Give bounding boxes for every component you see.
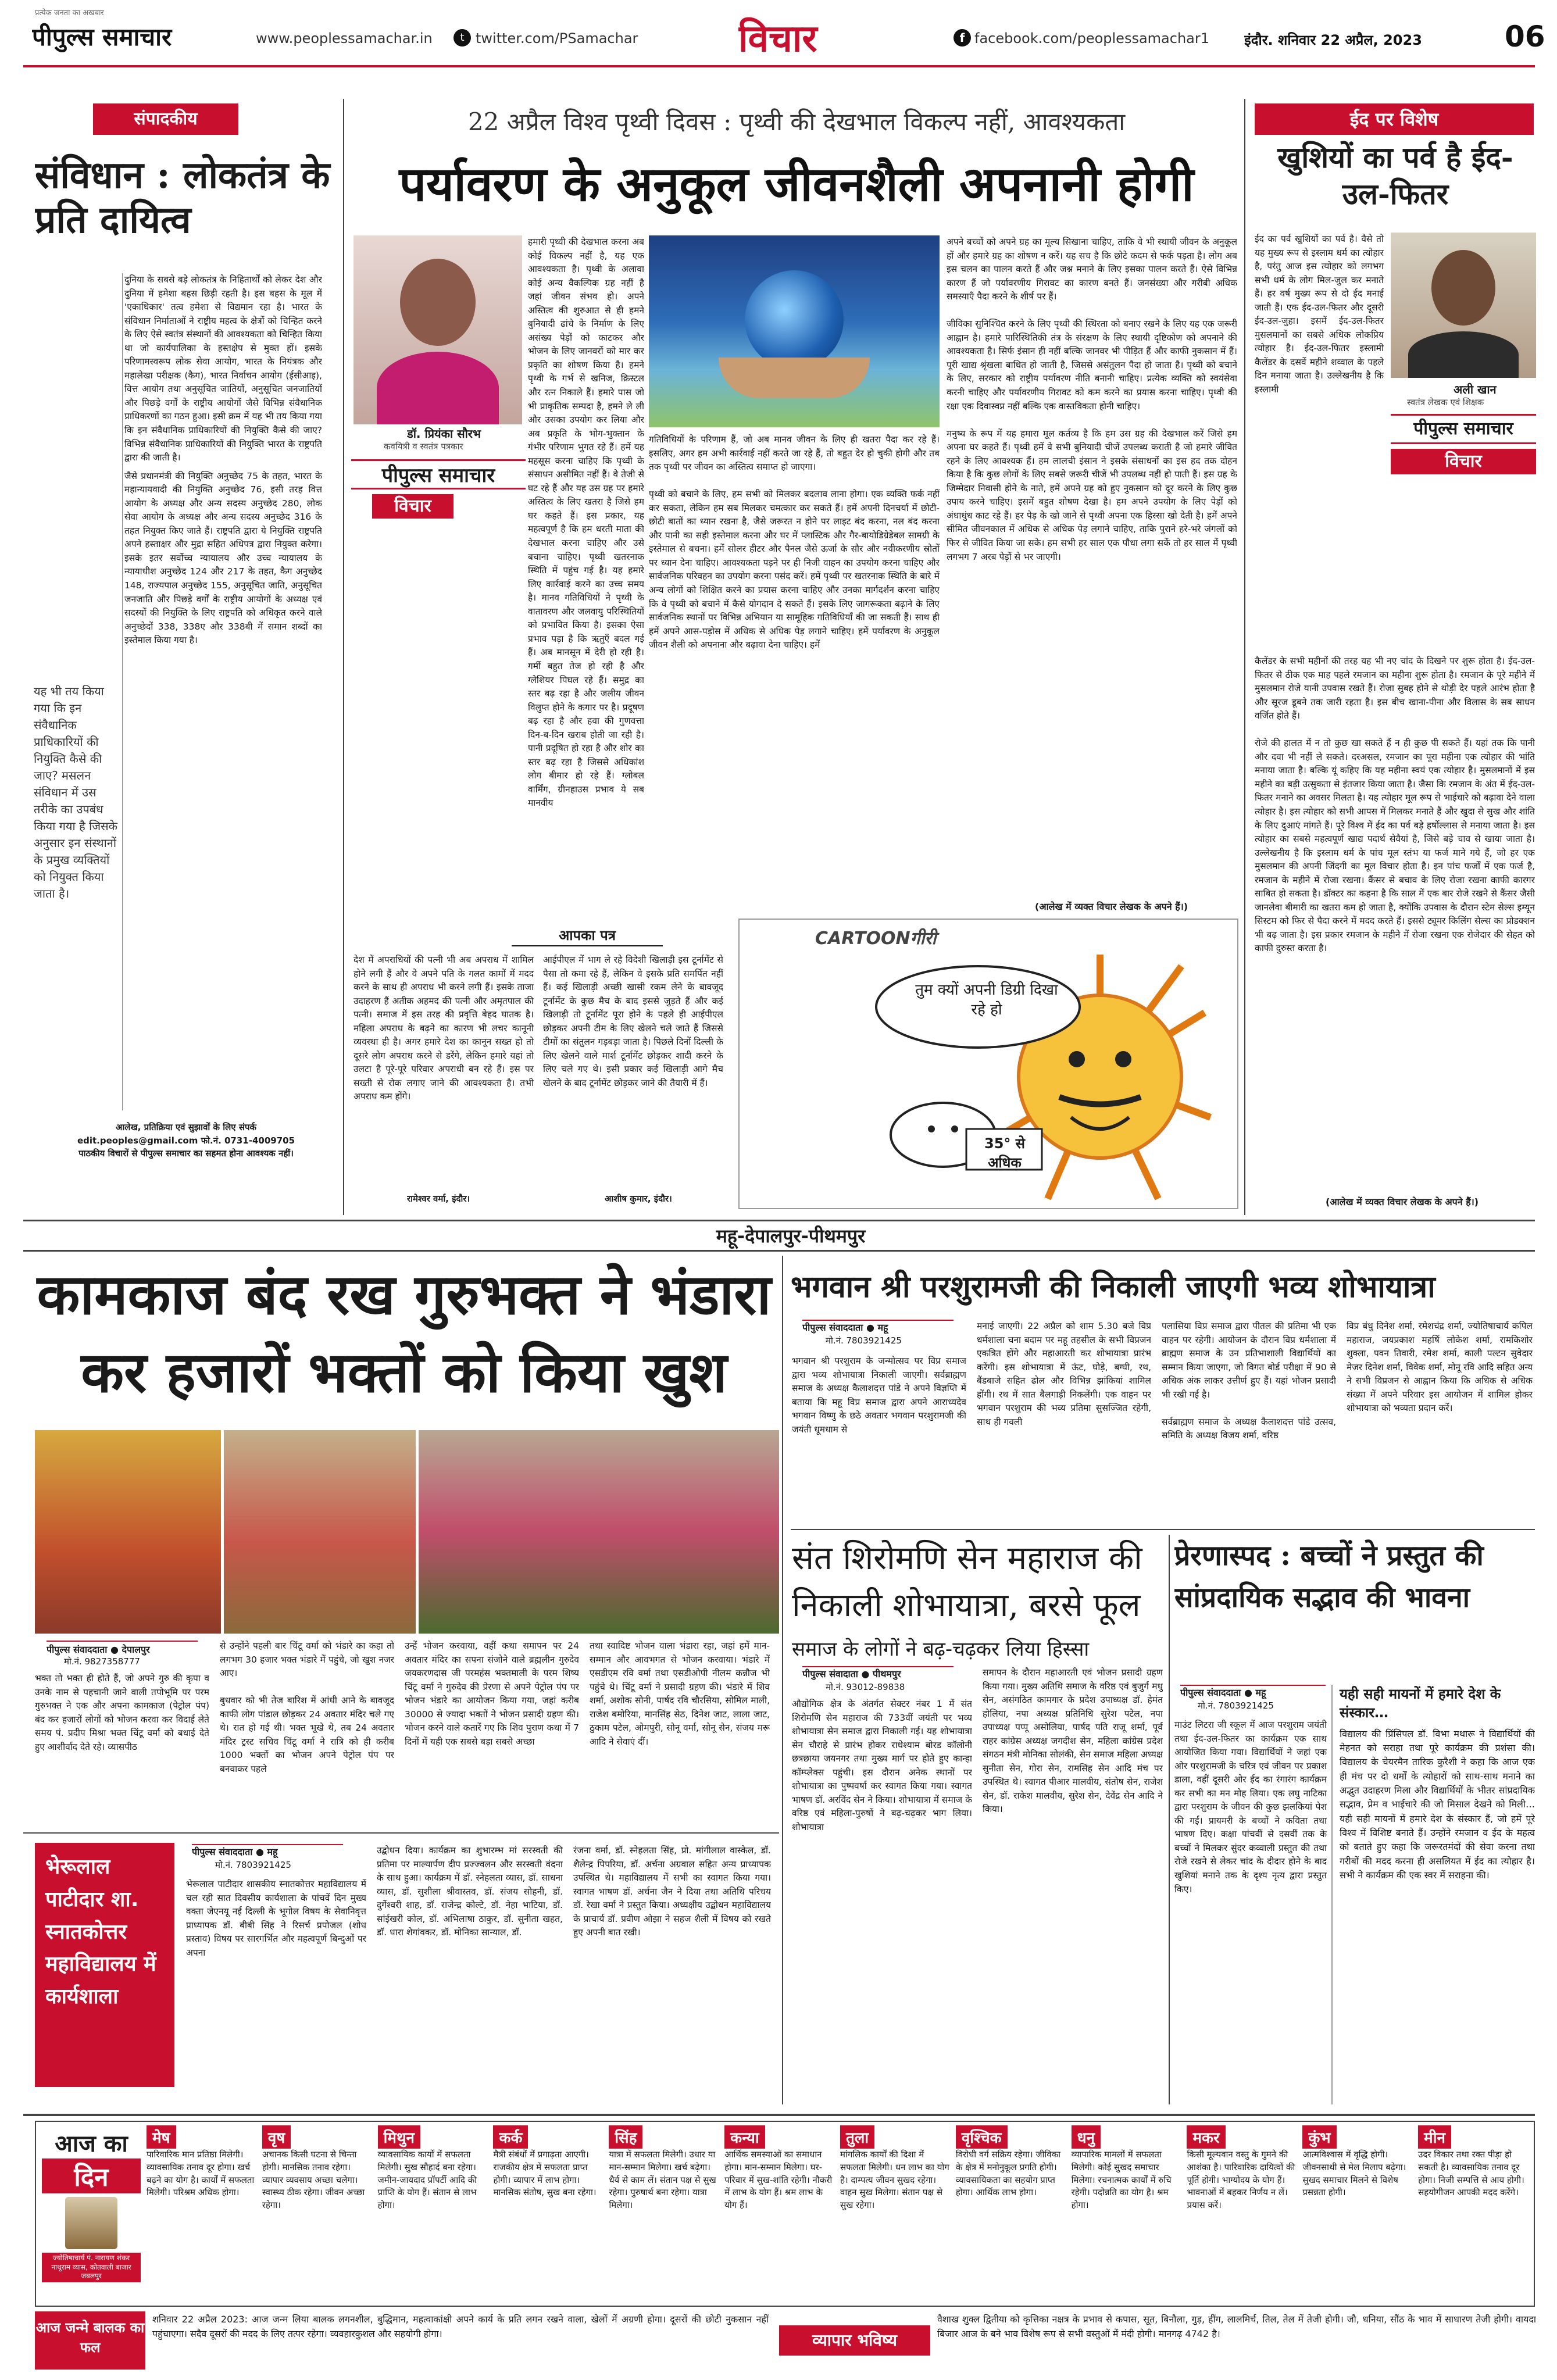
footer-birth-label: आज जन्मे बालक का फल [35,2311,145,2370]
zodiac-sagittarius [1072,2125,1184,2303]
zodiac-capricorn-text: किसी मूल्यवान वस्तु के गुमने की आशंका है। पारिवारिक दायित्वों की पूर्ति होगी। भाग्योदय के योग हैं। भावनाओं में बहकर निर्णय न लें। प्रयास करें। [1187,2149,1295,2210]
zodiac-virgo-name: कन्या [724,2125,765,2149]
zodiac-libra-name: तुला [840,2125,874,2149]
lead-headline: पर्यावरण के अनुकूल जीवनशैली अपनानी होगी [399,156,1194,212]
bhernal-col-2: उद्बोधन दिया। कार्यक्रम का शुभारम्भ मां सरस्वती की प्रतिमा पर माल्यार्पण दीप प्रज्ज्वलन और सरस्वती वंदना के साथ हुआ। कार्यक्रम में डॉ. स्नेहलता व्यास, डॉ. साधना व्यास, डॉ. सुशीला श्रीवास्तव, डॉ. संजय सोहनी, डॉ. दुर्गेश्वरी शाह, डॉ. राजेन्द्र कोल्टे, डॉ. नेहा भाटिया, डॉ. सांईखरी कोल, डॉ. अभिलाषा ठाकुर, डॉ. सुनीता खहत, डॉ. धारा शेगांवकर, डॉ. मोनिका सान्याल, डॉ. [377,1845,563,1938]
page-number: 06 [1505,20,1545,53]
bhandara-photo-3 [419,1430,779,1634]
zodiac-aries-name: मेष [147,2125,176,2149]
author-photo-ali-khan [1391,233,1536,378]
editorial-footer-email[interactable]: edit.peoples@gmail.com फो.नं. 0731-4009705 [77,1135,295,1146]
cartoon-temperature: 35° से अधिक [984,1135,1025,1171]
prerana-sidebox-title: यही सही मायनों में हमारे देश के संस्कार… [1340,1686,1501,1721]
parshuram-headline: भगवान श्री परशुरामजी की निकाली जाएगी भव्य शोभायात्रा [791,1269,1435,1305]
bhandara-col-1: भक्त तो भक्त ही होते हैं, जो अपने गुरु की कृपा व उनके नाम से पहचानी जाने वाली तपोभूमि पर परम गुरुभक्त ने एक और अपना कामकाज (पेट्रोल पंप) बंद कर हजारों लोगों को भोजन करवा कर विदाई लेते समय पं. प्रदीप मिश्रा भक्त चिंटू वर्मा को बधाई देते हुए आशीर्वाद देते रहे। व्यासपीठ [35,1673,209,1752]
zodiac-leo [609,2125,721,2303]
zodiac-scorpio-name: वृश्चिक [956,2125,1008,2149]
lead-col-2: गतिविधियों के परिणाम हैं, जो अब मानव जीवन के लिए ही खतरा पैदा कर रहे हैं। इसलिए, अगर हम अभी कार्रवाई नहीं करते जा रहे हैं, तो बहुत देर हो चुकी होगी और तब तक पृथ्वी पर जीवन का अस्तित्व समाप्त हो जाएगा। पृथ्वी को बचाने के लिए, हम सभी को मिलकर बदलाव लाना होगा। एक व्यक्ति फर्क नहीं कर सकता, लेकिन हम सब मिलकर चमत्कार कर सकते हैं। हमें अपनी दिनचर्या में छोटी-छोटी बातों का ध्यान रखना है, जैसे जरूरत न होने पर लाइट बंद करना, नल बंद करना और पानी का सही इस्तेमाल करना और घर में प्लास्टिक और गैर-बायोडिग्रेडेबल सामग्री के इस्तेमाल से बचना। हमें सोलर हीटर और पैनल जैसे ऊर्जा के सौर और नवीकरणीय स्रोतों पर ध्यान देना चाहिए। आवश्यकता पड़ने पर ही निजी वाहन का उपयोग करना चाहिए और सार्वजनिक परिवहन का उपयोग करना पसंद करें। हमें पृथ्वी पर खतरनाक स्थिति के बारे में अन्य लोगों को शिक्षित करने का प्रयास करना चाहिए और उनका मार्गदर्शन करना चाहिए कि वे पृथ्वी को बचाने में कैसे योगदान दे सकते हैं। इसके लिए जागरूकता बढ़ाने के लिए सार्वजनिक स्थानों पर विभिन्न अभियान या सामूहिक गतिविधियाँ की जा सकती हैं। साथ ही हमें अपने आस-पड़ोस में अधिक से अधिक पेड़ लगाने चाहिए। हमें पर्यावरण के अनुकूल जीवन शैली को अपनाना और बढ़ावा देना चाहिए। हमें [649,434,940,651]
lead-col-1: हमारी पृथ्वी की देखभाल करना अब कोई विकल्प नहीं है, यह एक आवश्यकता है। पृथ्वी के अलावा कोई अन्य वैकल्पिक ग्रह नहीं है जहां जीवन संभव हो। अपने अस्तित्व की शुरुआत से ही हमने बुनियादी ढांचे के निर्माण के लिए असंख्य पेड़ों को काटकर और भोजन के लिए जानवरों को मार कर प्रकृति का शोषण किया है। हमने पृथ्वी के गर्भ से खनिज, क्रिस्टल और रत्न निकाले हैं। हमारे पास जो भी प्राकृतिक सम्पदा है, हमने ले ली और उसका उपयोग कर लिया और अब प्रकृति के भोग-भुक्तान के गंभीर परिणाम भुगत रहे हैं। हमें यह महसूस करना चाहिए कि पृथ्वी के संसाधन असीमित नहीं हैं। वे तेजी से घट रहे हैं और यह उस ग्रह पर हमारे अस्तित्व के लिए खतरा है जिसे हम घर कहते हैं। इस प्रकार, यह महत्वपूर्ण है कि हम धरती माता की देखभाल करना चाहिए और उसे बचाना चाहिए। पृथ्वी खतरनाक स्थिति में पहुंच गई है। यह हमारे लिए कार्रवाई करने का उच्च समय है। मानव गतिविधियों ने पृथ्वी के वातावरण और जलवायु परिस्थितियों को प्रभावित किया है। इसका ऐसा प्रभाव पड़ा है कि ऋतुएँ बदल गई हैं। अब मानसून में देरी हो रही है। गर्मी बहुत तेज हो रही है और ग्लेशियर पिघल रहे हैं। समुद्र का स्तर बढ़ रहा है और जलीय जीवन विलुप्त होने के कगार पर है। प्रदूषण बढ़ रहा है और हवा की गुणवत्ता दिन-ब-दिन खराब होती जा रही है। पानी प्रदूषित हो रहा है और शोर का स्तर बढ़ रहा है जिससे अधिकांश लोग बीमार हो रहे हैं। ग्लोबल वार्मिंग, ग्रीनहाउस प्रभाव ये सब मानवीय [528,237,644,809]
prerana-sidebox-body: विद्यालय की प्रिंसिपल डॉ. विभा मथारू ने विद्यार्थियों की मेहनत को सराहा तथा पूरे कार्यक्रम की प्रशंसा की। विद्यालय के चेयरमैन तारिक कुरैशी ने कहा कि आज एक ही मंच पर दो धर्मों के त्योहारों को साथ-साथ मनाने का अद्भुत उदाहरण मिला और विद्यार्थियों के भीतर सांप्रदायिक सद्भाव, प्रेम व भाईचारे की जो मिसाल देखने को मिली… यही सही मायनों में हमारे देश के संस्कार हैं, जो हमें पूरे विश्व में विशिष्ट बनाते हैं। उन्होंने रमजान व ईद के महत्व को बताते हुए कहा कि जरूरतमंदों की सेवा करना तथा गरीबों की मदद करना ही असलियत में ईद का त्योहार है। सभी ने कार्यक्रम की एक स्वर में सराहना की। [1340,1728,1535,1881]
sen-col-1: औद्योगिक क्षेत्र के अंतर्गत सेक्टर नंबर 1 में संत शिरोमणि सेन महाराज की 733वीं जयंती पर भव्य शोभायात्रा सेन समाज द्वारा निकाली गई। यह शोभायात्रा सेन चौराहे से प्रारंभ होकर राधेश्याम बोरड कॉलोनी छत्रछाया जयनगर तथा मुख्य मार्ग पर होते हुए कान्हा कॉम्प्लेक्स पहुंची। इस दौरान अनेक स्थानों पर शोभायात्रा का पुष्पवर्षा कर स्वागत किया गया। स्वागत भाषण डॉ. अरविंद सेन ने किया। शोभायात्रा में समाज के वरिष्ठ एवं महिला-पुरुषों ने बढ़-चढ़कर भाग लिया। शोभायात्रा [792,1699,972,1832]
zodiac-leo-name: सिंह [609,2125,642,2149]
website-link[interactable]: www.peoplessamachar.in [256,30,433,47]
parshuram-col-4: विप्र बंधु दिनेश शर्मा, रमेशचंद्र शर्मा, ज्योतिषाचार्य कपिल महाराज, जयप्रकाश महर्षि लोकेश शर्मा, रामकिशोर शुक्ला, पवन तिवारी, रमेश शर्मा, काली पल्टन सुवेदार मेजर दिनेश शर्मा, विवेक शर्मा, मोनू रवि आदि सहित अन्य ने सभी विप्रजन से आह्वान किया कि अधिक से अधिक संख्या में अपने परिवार इस आयोजन में शामिल होकर शोभायात्रा को भव्यता प्रदान करें। [1347,1321,1533,1414]
eid-logo-text: पीपुल्स समाचार [1413,419,1513,439]
lead-logo-text: पीपुल्स समाचार [381,464,495,487]
footer-birth-text: शनिवार 22 अप्रैल 2023: आज जन्म लिया बालक लगनशील, बुद्धिमान, महत्वाकांक्षी अपने कार्य के प्रति लगन रखने वाला, खेलों में अग्रणी होगा। दूसरों की छोटी नुकसान नहीं पहुंचाएगा। सदैव दूसरों की मदद के लिए तत्पर रहेगा। व्यवहारकुशल और सहयोगी होगा। [152,2314,769,2339]
prerana-phone: मो.नं. 7803921425 [1198,1700,1274,1711]
footer-business-label: व्यापार भविष्य [779,2325,930,2356]
bhandara-headline: कामकाज बंद रख गुरुभक्त ने भंडारा कर हजारों भक्तों को किया खुश [37,1262,772,1406]
bhandara-photo-1 [35,1430,221,1634]
eid-logo [1391,414,1536,444]
letter-2-signature: आशीष कुमार, इंदौर। [605,1193,672,1204]
prerana-body: माउंट लिटरा जी स्कूल में आज परशुराम जयंती तथा ईद-उल-फितर का कार्यक्रम एक साथ आयोजित किया गया। विद्यार्थियों ने जहां एक ओर परशुरामजी के चरित्र एवं जीवन पर प्रकाश डाला, वहीं दूसरी ओर ईद का रंगारंग कार्यक्रम कर सभी का मन मोह लिया। एक लघु नाटिका द्वारा परशुराम के जीवन की कुछ झलकियां पेश की गईं। प्रायमरी के बच्चों ने कविता तथा भाषण दिए। कक्षा पांचवीं से दसवीं तक के बच्चों ने मिलकर सुंदर कव्वाली प्रस्तुत की तथा रोजे रखने से लेकर चांद के दीदार होने के बाद खुशियां मनाने तक के दृश्य नृत्य द्वारा प्रस्तुत किए। [1174,1720,1327,1895]
zodiac-aquarius-name: कुंभ [1302,2125,1336,2149]
bhernal-col-1: भेरूलाल पाटीदार शासकीय स्नातकोत्तर महाविद्यालय में चल रही सात दिवसीय कार्यशाला के पांचवें दिन मुख्य वक्ता जेएनयू नई दिल्ली के भूगोल विषय के सेवानिवृत्त प्राध्यापक डॉ. बीबी सिंह ने रिसर्च प्रपोजल (शोध प्रस्ताव) विषय पर सारगर्भित और महत्वपूर्ण बिन्दुओं पर अपना [186,1879,366,1958]
earth-hands-image [649,235,940,427]
zodiac-aries-text: पारिवारिक मान प्रतिष्ठा मिलेगी। व्यावसायिक तनाव दूर होगा। खर्च बढ़ने का योग है। कार्यों में सफलता मिलेगी। परिश्रम अधिक होगा। [147,2149,255,2198]
lead-signoff: (आलेख में व्यक्त विचार लेखक के अपने हैं।) [1035,901,1188,912]
cartoon-panel [738,919,1238,1209]
horoscope-title-line2: दिन [42,2159,141,2193]
lead-col-3: अपने बच्चों को अपने ग्रह का मूल्य सिखाना चाहिए, ताकि वे भी स्थायी जीवन के अनुकूल हों और हमारे ग्रह का शोषण न करें। यह सच है कि छोटे कदम से फर्क पड़ता है। लोग अब इस चलन का पालन करते हैं और जश्न मनाने के लिए इसका पालन करते हैं। ऐसे विभिन्न कारण हैं जो पर्यावरणीय गिरावट का कारण बनते हैं। जनसंख्या और गरीबी अधिक समस्याएँ पैदा करने के शीर्ष पर हैं। जीविका सुनिश्चित करने के लिए पृथ्वी की स्थिरता को बनाए रखने के लिए यह एक जरूरी आह्वान है। हमारे पारिस्थितिकी तंत्र के संरक्षण के लिए स्थायी दृष्टिकोण को अपनाने की आवश्यकता है। सिर्फ इंसान ही नहीं बल्कि जानवर भी पीड़ित हैं और काफी नुकसान में हैं। पूरी खाद्य श्रृंखला बाधित हो जाती है, जिससे असंतुलन पैदा हो जाता है। पृथ्वी को बचाने के लिए, सरकार को राष्ट्रीय पर्यावरण नीति बनानी चाहिए। प्रत्येक व्यक्ति को स्वयंसेवा करनी चाहिए और पर्यावरणीय गिरावट को कम करने का प्रयास करना चाहिए। पृथ्वी की रक्षा एक दिवास्वप्न नहीं बल्कि एक वास्तविकता होनी चाहिए। मनुष्य के रूप में यह हमारा मूल कर्तव्य है कि हम उस ग्रह की देखभाल करें जिसे हम अपना घर कहते हैं। पृथ्वी हमें वे सभी बुनियादी चीजें उपलब्ध कराती है जो हमारे जीवित रहने के लिए आवश्यक हैं। हम लालची इंसान ने इसके संसाधनों का इस हद तक दोहन किया है कि कुछ लोगों के लिए सबसे जरूरी चीजें भी उपलब्ध नहीं हो पाती हैं। इस ग्रह के जिम्मेदार निवासी होने के नाते, हमें अपने ग्रह को हुए नुकसान को दूर करने के लिए कुछ उपाय करने चाहिए। इसमें बहुत शोषण देखा है। हम अपने उपयोग के लिए पेड़ों को अंधाधुंध काट रहे हैं। हर पेड़ के खो जाने से पृथ्वी अपना एक हिस्सा खो देती है। हमें अपने सीमित जीवनकाल में अधिक से अधिक पेड़ लगाने चाहिए, ताकि पुराने हरे-भरे जंगलों को फिर से जीवित किया जा सके। हम सभी हर साल एक पौधा लगा सकें तो हर साल में पृथ्वी लगभग 7 अरब पेड़ों से भर जाएगी। [947,237,1237,562]
zodiac-pisces-text: उदर विकार तथा रक्त पीड़ा हो सकती है। व्यावसायिक तनाव दूर होगा। निजी सम्पत्ति से आय होगी। सहयोगीजन आपकी मदद करेंगे। [1418,2149,1524,2198]
eid-body: कैलेंडर के सभी महीनों की तरह यह भी नए चांद के दिखने पर शुरू होता है। ईद-उल-फितर से ठीक एक माह पहले रमजान का महीना शुरू होता है। रमजान के पूरे महीने में मुसलमान रोजे यानी उपवास रखते हैं। रोजा सुबह होने से थोड़ी देर पहले आरंभ होता है और सूरज डूबने तक जारी रहता है। इस बीच खाना-पीना और विलास के सब साधन वर्जित होते हैं। रोजे की हालत में न तो कुछ खा सकते हैं न ही कुछ पी सकते हैं। यहां तक कि पानी और दवा भी नहीं ले सकते। दरअसल, रमजान का पूरा महीना एक त्योहार की भांति मनाया जाता है। बल्कि यूं कहिए कि यह महीना स्वयं एक त्योहार है। मुसलमानों में इस महीने का बड़ी उत्सुकता से इंतजार किया जाता है। जैसा कि रमजान के अंत में ईद-उल-फितर मनाने का अवसर मिलता है। यह त्योहार मूल रूप से भाईचारे को बढ़ावा देने वाला त्योहार है। इस त्योहार को सभी आपस में मिलकर मनाते हैं और खुदा से सुख और शांति के लिए दुआएं मांगते हैं। पूरे विश्व में ईद का पर्व बड़े हर्षोल्लास से मनाया जाता है। इस त्योहार का सबसे महत्वपूर्ण खाद्य पदार्थ सेवैयां है, जिसे बड़े चाव से खाया जाता है। उल्लेखनीय है कि इस्लाम धर्म के पांच मूल स्तंभ या फर्ज माने गये हैं, जो हर एक मुसलमान की अपनी जिंदगी का मूल विचार होता है। इन पांच फर्जों में एक फर्ज है, रमजान के महीने में रोजा रखना। कैंसर से बचाव के लिए रोजा रखना काफी कारगर साबित हो सकता है। डॉक्टर का कहना है कि साल में एक बार रोजे रखने से कैंसर जैसी जानलेवा बीमारी का खतरा कम हो जाता है, क्योंकि उपवास के दौरान स्टेम सेल्स इम्यून सिस्टम को फिर से पैदा करने में मदद करते हैं। इससे ट्यूमर किलिंग सेल्स का प्रोडक्शन भी बढ़ जाता है। इस प्रकार रमजान के महीने में रोजा रखना एक रोजेदार की सेहत को काफी दुरुस्त करता है। [1255,656,1535,954]
bhandara-photo-2 [224,1430,416,1634]
zodiac-libra-text: मांगलिक कार्यों की दिशा में सफलता मिलेगी। धन लाभ का योग है। दाम्पत्य जीवन सुखद रहेगा। वाहन सुख मिलेगा। संतान पक्ष से सुख रहेगा। [840,2149,949,2210]
horoscope-title [42,2127,141,2301]
local-strip-label: महू-देपालपुर-पीथमपुर [716,1225,866,1247]
zodiac-virgo [724,2125,837,2303]
bhandara-col-2: से उन्होंने पहली बार चिंटू वर्मा को भंडारे का कहा तो लगभग 30 हजार भक्त भंडारे में पहुंचे, जो खुश नजर आए। बुधवार को भी तेज बारिश में आंधी आने के बावजूद काफी लोग पांडाल छोड़कर 24 अवतार मंदिर चले गए थे। रात हो गई थी। भक्त भूखे थे, तब 24 अवतार मंदिर ट्रस्ट सचिव चिंटू वर्मा ने रात्रि को ही करीब 1000 भक्तों का भोजन अपने पेट्रोल पंप पर बनवाकर पहले [220,1641,394,1774]
zodiac-scorpio-text: विरोधी वर्ग सक्रिय रहेगा। जीविका के क्षेत्र में मनोनुकूल प्रगति होगी। व्यावसायिकता का सहयोग प्राप्त होगा। आर्थिक लाभ होगा। [955,2149,1061,2198]
zodiac-cancer [493,2125,605,2303]
parshuram-col-1: भगवान श्री परशुराम के जन्मोत्सव पर विप्र समाज द्वारा भव्य शोभायात्रा निकाली जाएगी। सर्वब्राह्मण समाज के अध्यक्ष कैलाशदत्त पांडे ने अपने विज्ञप्ति में बताया कि महू विप्र समाज द्वारा अपने आराध्यदेव भगवान विष्णु के छठे अवतार भगवान परशुरामजी की जयंती धूमधाम से [792,1356,966,1435]
zodiac-sagittarius-text: व्यापारिक मामलों में सफलता मिलेगी। कोई सुखद समाचार मिलेगा। रचनात्मक कार्यों में रुचि रहेगी। पदोन्नति का योग है। श्रम होगा। [1071,2149,1172,2210]
zodiac-capricorn-name: मकर [1187,2125,1225,2149]
section-title: विचार [738,17,817,60]
zodiac-gemini-text: व्यावसायिक कार्यों में सफलता मिलेगी। सुख सौहार्द बना रहेगा। जमीन-जायदाद प्रॉपर्टी आदि की प्राप्ति के योग हैं। संतान से लाभ होगा। [377,2149,477,2210]
eid-headline: खुशियों का पर्व है ईद-उल-फितर [1277,140,1513,211]
lead-author-name: डॉ. प्रियंका सौरभ [407,427,481,441]
masthead [0,0,1557,70]
zodiac-gemini [378,2125,490,2303]
parshuram-byline: पीपुल्स संवाददाता ● महू [802,1320,954,1334]
horoscope-panel [35,2121,1535,2307]
astrologer-photo [65,2197,117,2249]
zodiac-scorpio [956,2125,1068,2303]
bhandara-col-4: तथा स्वादिष्ट भोजन वाला भंडारा रहा, जहां हमें मान-सम्मान और आवभगत से भोजन करवाया। भंडारे में एसडीएम रवि वर्मा तथा एसडीओपी नीलम कन्नौज भी पहुंचे थे। चिंटू वर्मा ने प्रसादी ग्रहण की। भंडारे में शिव शर्मा, अशोक सोनी, पार्षद रवि चौरसिया, सोमिल माली, राजेश बमोरिया, मानसिंह सेठ, दिनेश जाट, लाला जाट, ठुकाम पटेल, ओमपुरी, सोनू वर्मा, सोनू सेन, संजय मरू आदि ने सेवाएं दीं। [590,1641,770,1747]
zodiac-virgo-text: आर्थिक समस्याओं का समाधान होगा। मान-सम्मान मिलेगा। घर-परिवार में सुख-शांति रहेगी। नौकरी में लाभ के योग हैं। श्रम लाभ के योग हैं। [724,2149,833,2210]
prerana-headline-text: प्रेरणास्पद : बच्चों ने प्रस्तुत की सांप्रदायिक सद्भाव की भावना [1174,1539,1484,1614]
twitter-icon: t [453,29,471,47]
lead-logo-tag: विचार [372,494,453,519]
zodiac-aquarius [1302,2125,1415,2303]
zodiac-sagittarius-name: धनु [1072,2125,1101,2149]
zodiac-aquarius-text: आत्मविश्वास में वृद्धि होगी। जीवनसाथी से मेल मिलाप बढ़ेगा। सुखद समाचार मिलने से विशेष प्रसन्नता होगी। [1302,2149,1406,2198]
editorial-para-1: दुनिया के सबसे बड़े लोकतंत्र के निहितार्थों को लेकर देश और दुनिया में हमेशा बहस छिड़ी रहती है। इस बहस के मूल में 'एकाधिकार' तत्व हमेशा से विद्यमान रहा है। भारत के संविधान निर्माताओं ने राष्ट्रीय महत्व के क्षेत्रों को चिन्हित करने के लिए ऐसे स्वतंत्र संस्थानों की आवश्यकता को चिन्हित किया था जो कार्यपालिका के हस्तक्षेप से मुक्त हों। इसके परिणामस्वरूप लोक सेवा आयोग, भारत के नियंत्रक और महालेखा परीक्षक (कैग), भारत निर्वाचन आयोग (ईसीआइ), वित्त आयोग तथा अनुसूचित जातियों, अनुसूचित जनजातियों और पिछड़े वर्गों के राष्ट्रीय आयोगों जैसे विभिन्न संवैधानिक प्राधिकरणों का गठन हुआ। इसी क्रम में यह भी तय किया गया कि इन संवैधानिक प्राधिकारियों की नियुक्ति कैसे की जाए? विभिन्न संवैधानिक प्राधिकारियों की नियुक्ति भारत के राष्ट्रपति द्वारा की जाती है। [124,274,322,463]
eid-author-role: स्वतंत्र लेखक एवं शिक्षक [1407,397,1484,408]
zodiac-taurus-name: वृष [262,2125,291,2149]
cartoon-label: CARTOONगीरी [815,928,937,949]
editorial-para-2: जैसे प्रधानमंत्री की नियुक्ति अनुच्छेद 75 के तहत, भारत के महान्यायवादी की नियुक्ति अनुच्छेद 76, इसी तरह वित्त आयोग के अध्यक्ष और अन्य सदस्य अनुच्छेद 280, लोक सेवा आयोग के अध्यक्ष और अन्य सदस्य अनुच्छेद 316 के तहत नियुक्त किए जाते हैं। राष्ट्रपति द्वारा ये नियुक्ति राष्ट्रपति अपने हस्ताक्षर और मुद्रा सहित अधिपत्र द्वारा नियुक्त करेगा। इसके इतर सर्वोच्च न्यायालय और उच्च न्यायालय के न्यायाधीश अनुच्छेद 124 और 217 के तहत, कैग अनुच्छेद 148, राज्यपाल अनुच्छेद 155, अनुसूचित जाति, अनुसूचित जनजाति और पिछड़े वर्गों के राष्ट्रीय आयोगों के अध्यक्ष एवं सदस्यों की नियुक्ति के लिए राष्ट्रपति को अधिकृत करने वाले अनुच्छेदों 338, 338ए और 338बी में समान शब्दों का इस्तेमाल किया गया है। [124,470,322,646]
editorial-footer-line3: पाठकीय विचारों से पीपुल्स समाचार का सहमत होना आवश्यक नहीं। [78,1148,294,1159]
editorial-footer [35,1121,337,1167]
zodiac-libra [840,2125,952,2303]
footer-business-text: वैशाख शुक्ल द्वितीया को कृत्तिका नक्षत्र के प्रभाव से कपास, सूत, बिनौला, गुड़, हींग, लालमिर्च, तिल, तेल में तेजी होगी। जौ, धनिया, सौंठ के भाव में साधारण तेजी होगी। वायदा बिजार आज के बने भाव विशेष रूप से सभी वस्तुओं में मंदी होगी। मानगढ़ 4742 है। [937,2314,1536,2339]
bhandara-col-3: उन्हें भोजन करवाया, वहीं कथा समापन पर 24 अवतार मंदिर का सपना संजोने वाले ब्रह्मलीन गुरुदेव जयकरणदास जी परमहंस भक्तमाली के परम शिष्य चिंटू वर्मा ने गुरुदेव की प्रेरणा से अपने पेट्रोल पंप पर भोजन भंडारे का आयोजन किया गया, जहां करीब 30000 से ज्यादा भक्तों ने भोजन प्रसादी ग्रहण की। भोजन करने वाले कतारें गए कि शिव पुराण कथा में 7 दिनों में यही एक सबसे बड़ा सबसे अच्छा [405,1641,579,1747]
masthead-tagline: प्रत्येक जनता का अखबार [35,9,104,17]
lead-logo [351,459,526,489]
bhandara-phone: मो.नं. 9827358777 [64,1656,140,1667]
parshuram-col-3: पलासिया विप्र समाज द्वारा पीतल की प्रतिमा भी एक वाहन पर रहेगी। आयोजन के दौरान विप्र धर्मशाला में ब्राह्मण समाज के उन प्रतिभाशाली विद्यार्थियों का सम्मान किया जाएगा, जो विगत बोर्ड परीक्षा में 90 से अधिक अंक लाकर उत्तीर्ण हुए हैं। यहां भोजन प्रसादी भी रखी गई है। सर्वब्राह्मण समाज के अध्यक्ष कैलाशदत्त पांडे उत्सव, समिति के अध्यक्ष विजय शर्मा, वरिष्ठ [1162,1321,1336,1441]
paper-logo: पीपुल्स समाचार [32,23,172,51]
zodiac-taurus-text: अचानक किसी घटना से चिन्ता होगी। मानसिक तनाव रहेगा। व्यापार व्यवसाय अच्छा चलेगा। स्वास्थ्य ठीक रहेगा। जीवन अच्छा रहेगा। [262,2149,365,2210]
prerana-headline [1174,1535,1535,1634]
letters-title: आपका पत्र [512,925,663,946]
editorial-pullquote: यह भी तय किया गया कि इन संवैधानिक प्राधिकारियों की नियुक्ति कैसे की जाए? मसलन संविधान में उस तरीके का उपबंध किया गया है जिसके अनुसार इन संस्थानों के प्रमुख व्यक्तियों को नियुक्त किया जाता है। [34,684,117,900]
lead-kicker: 22 अप्रैल विश्व पृथ्वी दिवस : पृथ्वी की देखभाल विकल्प नहीं, आवश्यकता [467,108,1126,136]
horoscope-astrologer: ज्योतिषाचार्य पं. नारायण शंकर नाथूराम व्यास, कोतवाली बाजार जबलपुर [42,2253,141,2282]
prerana-byline: पीपुल्स संवाददाता ● महू [1180,1685,1326,1699]
zodiac-leo-text: यात्रा में सफलता मिलेगी। उधार या मान-सम्मान मिलेगा। खर्च बढ़ेगा। धैर्य से काम लें। संतान पक्ष से सुख रहेगा। पुरुषार्थ बना रहेगा। यात्रा मिलेगा। [609,2149,716,2210]
lead-author-role: कवयित्री व स्वतंत्र पत्रकार [384,441,463,452]
sen-subhead: समाज के लोगों ने बढ़-चढ़कर लिया हिस्सा [792,1638,1090,1660]
editorial-footer-line1: आलेख, प्रतिक्रिया एवं सुझावों के लिए संपर्क [115,1122,257,1132]
dateline: इंदौर. शनिवार 22 अप्रैल, 2023 [1244,32,1422,48]
twitter-handle[interactable]: twitter.com/PSamachar [476,30,638,47]
author-photo-priyanka [353,235,522,424]
eid-logo-tag: विचार [1391,449,1536,474]
parshuram-col-2: मनाई जाएगी। 22 अप्रैल को शाम 5.30 बजे विप्र धर्मशाला चना बदाम पर महू तहसील के सभी विप्रजन एकत्रित होंगे और महाआरती कर शोभायात्रा प्रारंभ करेंगी। इस शोभायात्रा में ऊंट, घोड़े, बग्घी, रथ, बैंडबाजे सहित ढोल और विभिन्न झांकियां शामिल होंगी। रथ में सात बैलगाड़ी निकलेंगी। एक वाहन पर भगवान परशुराम की भव्य प्रतिमा सुसज्जित रहेगी, साथ ही गवली [977,1321,1151,1427]
eid-author-name: अली खान [1454,383,1497,396]
bhernal-box: भेरूलाल पाटीदार शा. स्नातकोत्तर महाविद्यालय में कार्यशाला [35,1843,174,2087]
editorial-body [124,273,322,1116]
zodiac-aries [147,2125,259,2303]
letter-1-signature: रामेश्वर वर्मा, इंदौर। [407,1193,470,1204]
letter-1: देश में अपराधियों की पत्नी भी अब अपराध में शामिल होने लगी हैं और वे अपने पति के गलत कामों में मदद करने के साथ ही अपराध भी करने लगी हैं। इसके ताजा उदाहरण हैं अतीक अहमद की पत्नी और अमृतपाल की पत्नी। समाज में इस तरह की प्रवृत्ति बेहद घातक है। महिला अपराध के बढ़ने का कारण भी लचर कानूनी व्यवस्था ही है। अगर हमारे देश का कानून सख्त हो तो दूसरे लोग अपराध करने से डरेंगे, लेकिन हमारे यहां तो उलटा है पूरे-पूरे परिवार अपराधी बन रहे हैं। इस पर सख्ती से रोक लगाए जाने की आवश्यकता है। तभी अपराध कम होंगे। [353,955,534,1102]
cartoon-bubble-text: तुम क्यों अपनी डिग्री दिखा रहे हो [915,981,1058,1019]
zodiac-cancer-name: कर्क [493,2125,528,2149]
sen-headline: संत शिरोमणि सेन महाराज की निकाली शोभायात्रा, बरसे फूल [792,1539,1142,1625]
bhernal-col-3: रंजना वर्मा, डॉ. स्नेहलता सिंह, प्रो. मांगीलाल वास्केल, डॉ. शैलेन्द्र पिपरिया, डॉ. अर्चना अग्रवाल सहित अन्य प्राध्यापक उपस्थित थे। महाविद्यालय में सभी का स्वागत किया गया। स्वागत भाषण डॉ. अर्चना जैन ने दिया तथा अतिथि परिचय डॉ. रेखा वर्मा ने प्रस्तुत किया। अध्यक्षीय उद्बोधन महाविद्यालय के प्राचार्य डॉ. प्रवीण ओझा ने सहज शैली में विषय को रखते हुए अपनी बात रखी। [573,1845,771,1938]
zodiac-pisces-name: मीन [1418,2125,1451,2149]
eid-label: ईद पर विशेष [1255,103,1534,135]
sen-byline: पीपुल्स संवादाता ● पीथमपुर [802,1666,954,1680]
zodiac-capricorn [1187,2125,1299,2303]
sen-col-2: समापन के दौरान महाआरती एवं भोजन प्रसादी ग्रहण किया गया। मुख्य अतिथि समाज के वरिष्ठ एवं बुजुर्ग मधु सेन, असंगठित कामगार के प्रदेश उपाध्यक्ष डॉ. हेमंत होलिया, नपा अध्यक्ष प्रतिनिधि सुरेश पटेल, नपा उपाध्यक्ष पप्पू असोलिया, पार्षद पति राजू शर्मा, पूर्व राहर कांग्रेस अध्यक्ष जगदीश सेन, महिला कांग्रेस प्रदेश संगठन मंत्री मोनिका सोलंकी, सेन समाज महिला अध्यक्ष सुनीता सेन, गोरा सेन, रामसिंह सेन आदि मंच पर उपस्थित थे। स्वागत पीआर मालवीय, संतोष सेन, राजेश सेन, डॉ. राकेश मालवीय, सुरेश सेन, देवेंद्र सेन आदि ने किया। [983,1667,1163,1815]
zodiac-taurus [262,2125,374,2303]
eid-signoff: (आलेख में व्यक्त विचार लेखक के अपने हैं।) [1326,1196,1479,1207]
bhernal-byline: पीपुल्स संवाददाता ● महू [192,1844,343,1858]
horoscope-grid [147,2125,1530,2303]
horoscope-title-line1: आज का [55,2131,128,2157]
bhernal-phone: मो.नं. 7803921425 [215,1860,291,1870]
sen-phone: मो.नं. 93012-89838 [826,1682,905,1692]
parshuram-phone: मो.नं. 7803921425 [826,1335,902,1346]
editorial-label: संपादकीय [93,103,238,135]
bhandara-byline: पीपुल्स संवाददाता ● देपालपुर [47,1641,198,1656]
eid-intro: ईद का पर्व खुशियों का पर्व है। वैसे तो यह मुख्य रूप से इस्लाम धर्म का त्योहार है, परंतु आज इस त्योहार को लगभग सभी धर्म के लोग मिल-जुल कर मनाते हैं। हर वर्ष मुख्य रूप से दो ईद मनाई जाती हैं। एक ईद-उल-फितर और दूसरी ईद-उल-जुहा। इसमें ईद-उल-फितर मुसलमानों का सबसे अधिक लोकप्रिय त्योहार है। ईद-उल-फितर इस्लामी कैलेंडर के दसवें महीने शव्वाल के पहले दिन मनाया जाता है। उल्लेखनीय है कि इस्लामी [1255,234,1384,395]
zodiac-pisces [1418,2125,1530,2303]
editorial-headline: संविधान : लोकतंत्र के प्रति दायित्व [35,153,330,242]
facebook-handle[interactable]: facebook.com/peoplessamachar1 [974,30,1209,47]
letter-2: आईपीएल में भाग ले रहे विदेशी खिलाड़ी इस टूर्नामेंट से पैसा तो कमा रहे हैं, लेकिन वे इसके प्रति समर्पित नहीं हैं। कई खिलाड़ी अच्छी खासी रकम लेने के बावजूद टूर्नामेंट के कुछ मैच के बाद इससे जुड़ते हैं और कई खिलाड़ी तो टूर्नामेंट पूरा होने के पहले ही आईपीएल छोड़कर अपनी टीम के लिए खेलने चले जाते हैं जिससे टीमों का संतुलन गड़बड़ा जाता है। पिछले दिनों दिल्ली के लिए खेलने वाले मार्श टूर्नामेंट छोड़कर शादी करने के लिए चले गए थे। इसी प्रकार कई खिलाड़ी आगे मैच खेलने के बाद टूर्नामेंट छोड़कर जाने की तैयारी में हैं। [543,955,723,1088]
prerana-sidebox [1331,1685,1535,2104]
zodiac-gemini-name: मिथुन [378,2125,420,2149]
zodiac-cancer-text: मैत्री संबंधों में प्रगाढ़ता आएगी। राजकीय क्षेत्र में सफलता प्राप्त होगी। व्यापार में लाभ होगा। मानसिक संतोष, सुख बना रहेगा। [493,2149,597,2198]
facebook-icon: f [954,29,971,47]
